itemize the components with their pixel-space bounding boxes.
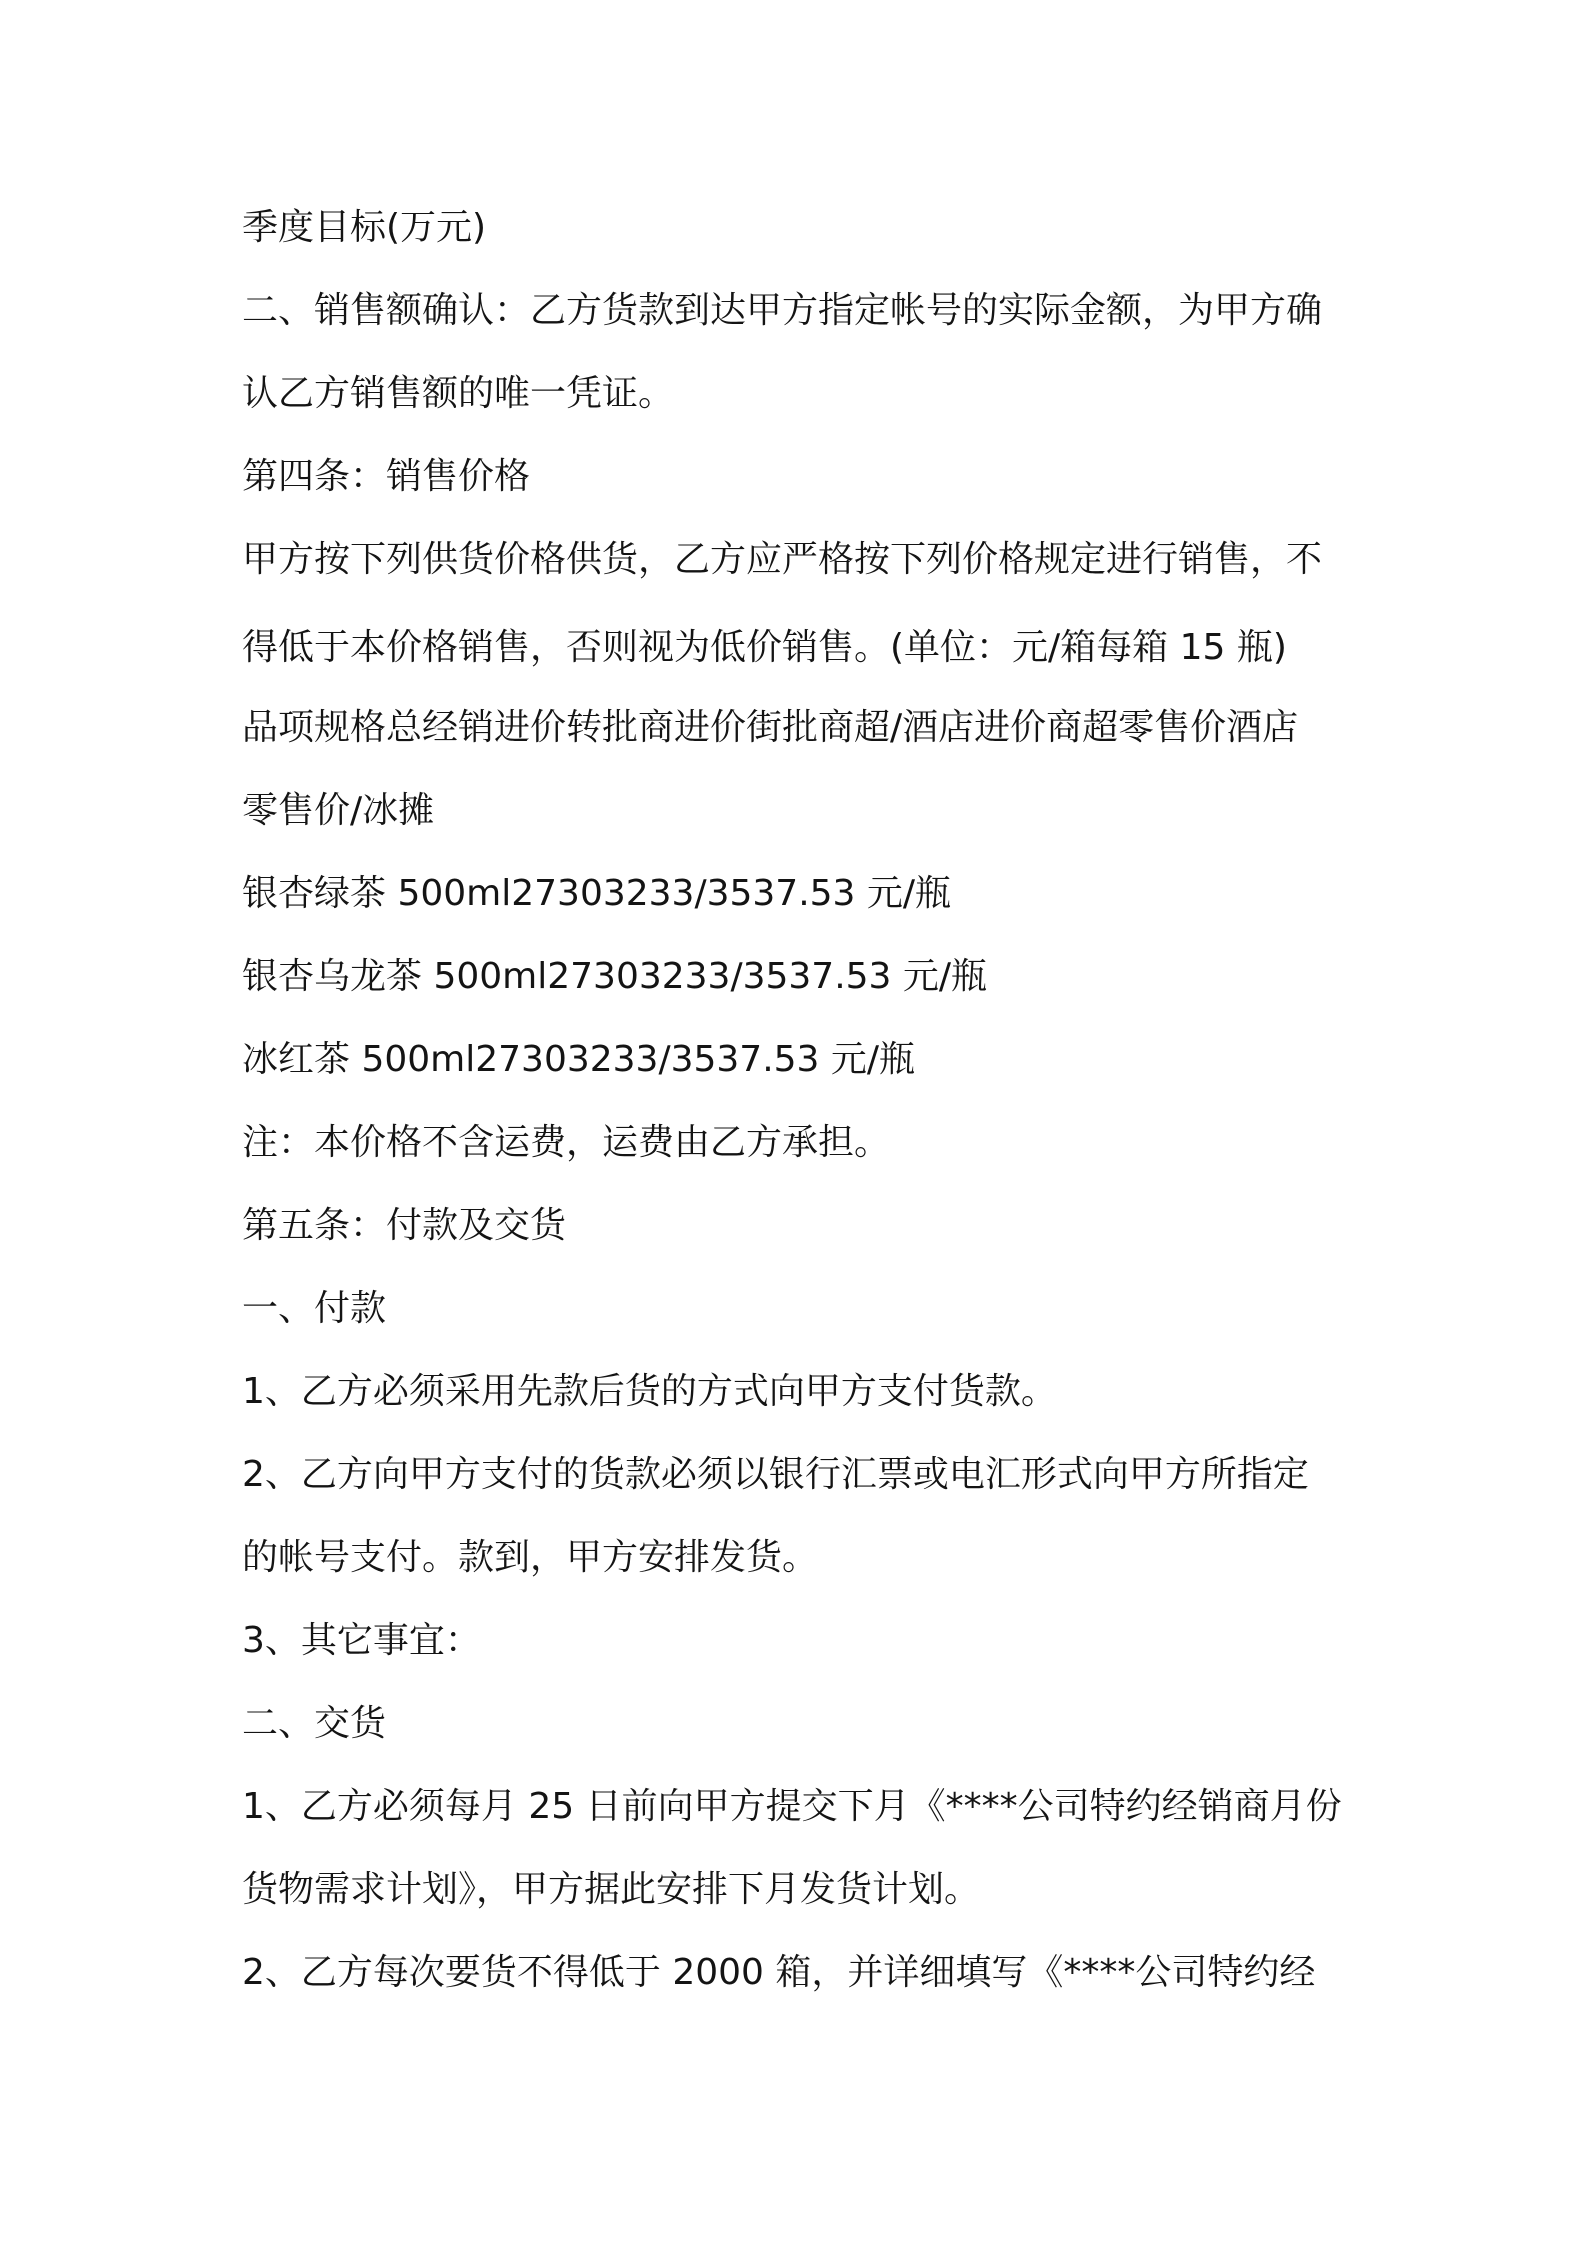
text-line-pricing-rule: 甲方按下列供货价格供货，乙方应严格按下列价格规定进行销售，不 — [242, 539, 1323, 580]
delivery-item-1-cont: 货物需求计划》，甲方据此安排下月发货计划。 — [242, 1869, 981, 1910]
text-line-price-table-header: 品项规格总经销进价转批商进价街批商超/酒店进价商超零售价酒店 — [242, 707, 1299, 748]
text-line-sales-confirmation: 二、销售额确认：乙方货款到达甲方指定帐号的实际金额，为甲方确 — [242, 290, 1323, 331]
text-line-sales-confirmation-cont: 认乙方销售额的唯一凭证。 — [242, 373, 675, 414]
payment-item-1: 1、乙方必须采用先款后货的方式向甲方支付货款。 — [242, 1371, 1057, 1412]
section-payment-heading: 一、付款 — [242, 1288, 387, 1329]
payment-item-2-cont: 的帐号支付。款到，甲方安排发货。 — [242, 1537, 819, 1578]
payment-item-2: 2、乙方向甲方支付的货款必须以银行汇票或电汇形式向甲方所指定 — [242, 1454, 1309, 1495]
text-line-price-table-header-cont: 零售价/冰摊 — [242, 790, 435, 831]
delivery-item-2: 2、乙方每次要货不得低于 2000 箱，并详细填写《****公司特约经 — [242, 1952, 1316, 1993]
price-row-iced-black-tea: 冰红茶 500ml27303233/3537.53 元/瓶 — [242, 1039, 916, 1080]
section-delivery-heading: 二、交货 — [242, 1703, 387, 1744]
article-four-heading: 第四条：销售价格 — [242, 456, 531, 497]
text-line-freight-note: 注：本价格不含运费，运费由乙方承担。 — [242, 1122, 891, 1163]
price-row-ginkgo-oolong-tea: 银杏乌龙茶 500ml27303233/3537.53 元/瓶 — [242, 956, 988, 997]
price-row-ginkgo-green-tea: 银杏绿茶 500ml27303233/3537.53 元/瓶 — [242, 873, 952, 914]
text-line-quarterly-target: 季度目标(万元) — [242, 207, 487, 248]
delivery-item-1: 1、乙方必须每月 25 日前向甲方提交下月《****公司特约经销商月份 — [242, 1786, 1342, 1827]
article-five-heading: 第五条：付款及交货 — [242, 1205, 567, 1246]
text-line-pricing-rule-cont: 得低于本价格销售，否则视为低价销售。(单位：元/箱每箱 15 瓶) — [242, 627, 1287, 668]
payment-item-3: 3、其它事宜： — [242, 1620, 481, 1661]
